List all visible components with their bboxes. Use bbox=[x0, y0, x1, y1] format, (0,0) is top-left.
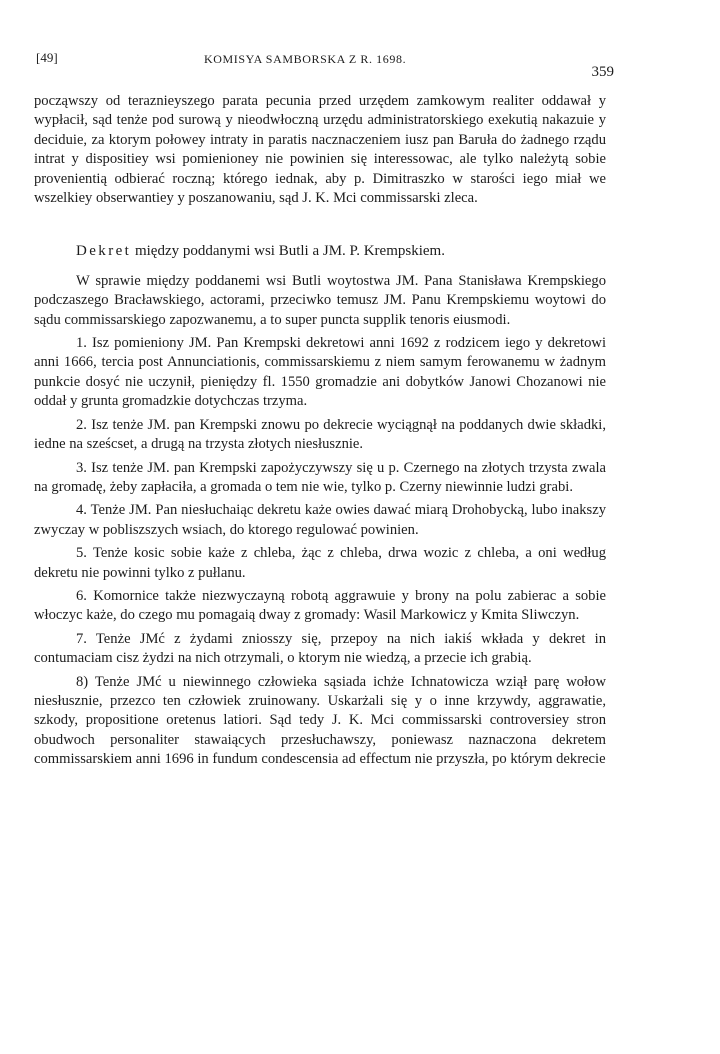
page-reference: [49] bbox=[36, 50, 58, 65]
running-title: KOMISYA SAMBORSKA Z R. 1698. bbox=[204, 52, 407, 66]
opening-paragraph: począwszy od teraznieyszego parata pecunia przed urzędem zamkowym realiter oddawał y wypłacił, sąd tenże pod surową y nieodwłoczną urzędu administratorskiego exekutią nakazuie y deciduie, za ktorym połowey intraty in paratis nacznaczeniem iusz pan Baruła do żadnego rządu intrat y dispositiey wsi pomienioney nie powinien się interessowac, ale tylko należytą sobie provenientią odbierać roczną; którego iednak, aby p. Dimitraszko w starości iego miał we wszelkiey obserwantiey y poszanowaniu, sąd J. K. Mci commissarski zleca. bbox=[34, 93, 606, 207]
section-heading-keyword: Dekret bbox=[76, 243, 132, 260]
point-7: 7. Tenże JMć z żydami zniosszy się, przepoy na nich iakiś wkłada y dekret in contumaciam cisz żydzi na nich otrzymali, o ktorym nie wiedzą, a przecie ich grabią. bbox=[34, 630, 606, 667]
point-8: 8) Tenże JMć u niewinnego człowieka sąsiada ichże Ichnatowicza wziął parę wołow niesłusznie, przezco ten człowiek zruinowany. Uskarżali się y o inne krzywdy, aggrawatie, szkody, propositione oretenus latiori. Sąd tedy J. K. Mci commissarski controversiey stron obudwoch personaliter stawaiących przesłuchawszy, poniewasz naznaczona dekretem commissarskiem anni 1696 in fundum condescensia ad effectum nie przyszła, po którym dekrecie bbox=[34, 673, 606, 768]
body-text bbox=[34, 92, 606, 770]
running-head bbox=[36, 50, 614, 80]
point-2: 2. Isz tenże JM. pan Krempski znowu po dekrecie wyciągnął na poddanych dwie składki, iedne na sześcset, a drugą na trzysta złotych niesłusznie. bbox=[34, 416, 606, 453]
point-4: 4. Tenże JM. Pan niesłuchaiąc dekretu każe owies dawać miarą Drohobycką, lubo inakszy zwyczay w pobliszszych wsiach, do ktorego regulować powinien. bbox=[34, 502, 606, 538]
section-heading-rest: między poddanymi wsi Butli a JM. P. Krempskiem. bbox=[134, 243, 445, 260]
section-intro: W sprawie między poddanemi wsi Butli woytostwa JM. Pana Stanisława Krempskiego podczaszego Bracławskiego, actorami, przeciwko temusz JM. Panu Krempskiemu woytowi do sądu commissarskiego zapozwanemu, a to super puncta supplik tenoris eiusmodi. bbox=[34, 272, 606, 328]
point-5: 5. Tenże kosic sobie każe z chleba, żąc z chleba, drwa wozic z chleba, a oni według dekretu nie powinni tylko z pułlanu. bbox=[34, 545, 606, 581]
point-6: 6. Komornice także niezwyczayną robotą aggrawuie y brony na polu zabierac a sobie włoczyc każe, do czego mu pomagaią dway z gromady: Wasil Markowicz y Kmita Sliwczyn. bbox=[34, 587, 606, 624]
page-number: 359 bbox=[591, 64, 614, 80]
section-heading bbox=[34, 242, 606, 261]
point-3: 3. Isz tenże JM. pan Krempski zapożyczywszy się u p. Czernego na złotych trzysta zwala na gromadę, żeby zapłaciła, a gromada o tem nie wie, tylko p. Czerny niewinnie ludzi grabi. bbox=[34, 459, 606, 495]
point-1: 1. Isz pomieniony JM. Pan Krempski dekretowi anni 1692 z rodzicem iego y dekretowi anni 1666, tercia post Annunciationis, commissarskiemu z niem samym ferowanemu w żadnym punkcie dosyć nie uczynił, pieniędzy fl. 1550 gromadzie ani dobytków Janowi Chozanowi nie oddał y grunta gromadzkie dotychczas trzyma. bbox=[34, 335, 606, 410]
